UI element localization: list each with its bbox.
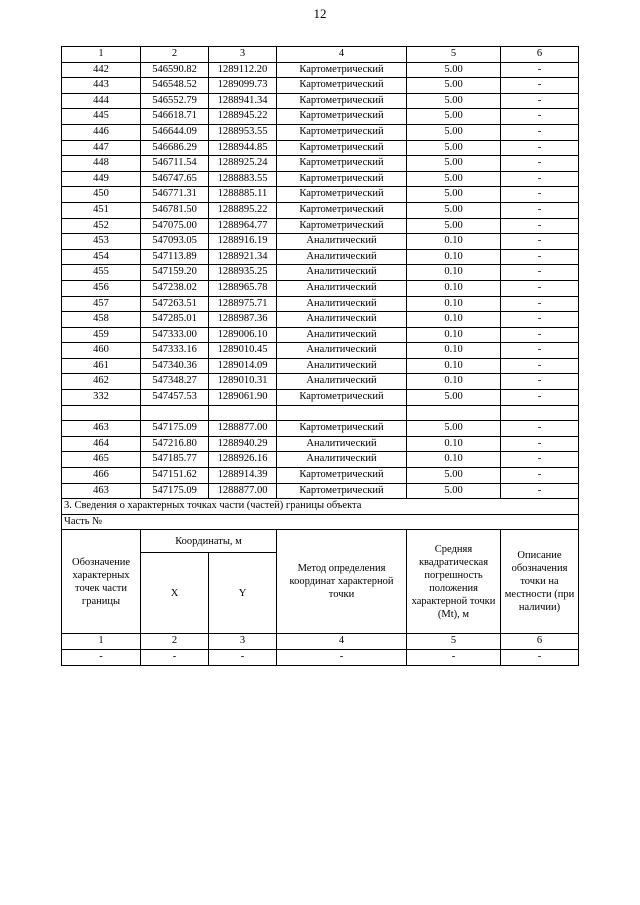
x-coordinate-cell: 547093.05 — [141, 234, 209, 250]
column-number: 4 — [277, 47, 407, 63]
description-cell: - — [501, 187, 579, 203]
table-row — [62, 312, 579, 328]
y-coordinate-cell: 1288987.36 — [209, 312, 277, 328]
error-cell: 0.10 — [407, 343, 501, 359]
x-coordinate-cell: 546686.29 — [141, 140, 209, 156]
column-number: 1 — [62, 47, 141, 63]
point-number-cell: 444 — [62, 93, 141, 109]
description-cell: - — [501, 109, 579, 125]
method-cell: Аналитический — [277, 436, 407, 452]
column-number-row — [62, 634, 579, 650]
section-title-row — [62, 499, 579, 515]
error-cell: 5.00 — [407, 93, 501, 109]
table-row — [62, 93, 579, 109]
x-coordinate-cell: 546747.65 — [141, 171, 209, 187]
column-number: 2 — [141, 634, 209, 650]
description-cell: - — [501, 390, 579, 406]
x-coordinate-cell: 546618.71 — [141, 109, 209, 125]
column-number: 4 — [277, 634, 407, 650]
error-cell: 0.10 — [407, 249, 501, 265]
table-row — [62, 156, 579, 172]
table-row — [62, 140, 579, 156]
error-cell: 0.10 — [407, 436, 501, 452]
description-cell: - — [501, 265, 579, 281]
empty-cell — [501, 405, 579, 421]
x-coordinate-cell: 546552.79 — [141, 93, 209, 109]
y-coordinate-cell: 1288953.55 — [209, 124, 277, 140]
method-cell: Аналитический — [277, 312, 407, 328]
description-cell: - — [501, 650, 579, 666]
table-row — [62, 187, 579, 203]
empty-cell — [141, 405, 209, 421]
description-cell: - — [501, 343, 579, 359]
y-coordinate-cell: 1289010.45 — [209, 343, 277, 359]
column-number-row — [62, 47, 579, 63]
header-row — [62, 530, 579, 553]
empty-cell — [277, 405, 407, 421]
table-row — [62, 280, 579, 296]
column-number: 3 — [209, 47, 277, 63]
x-coordinate-cell: 547238.02 — [141, 280, 209, 296]
y-coordinate-cell: 1289014.09 — [209, 358, 277, 374]
error-cell: 5.00 — [407, 78, 501, 94]
description-cell: - — [501, 62, 579, 78]
y-coordinate-cell: 1289099.73 — [209, 78, 277, 94]
x-coordinate-cell: 547075.00 — [141, 218, 209, 234]
error-cell: 5.00 — [407, 62, 501, 78]
x-coordinate-cell: 547216.80 — [141, 436, 209, 452]
y-coordinate-cell: 1288883.55 — [209, 171, 277, 187]
description-cell: - — [501, 249, 579, 265]
description-cell: - — [501, 358, 579, 374]
point-number-cell: 453 — [62, 234, 141, 250]
y-header: Y — [209, 553, 277, 634]
empty-cell — [209, 405, 277, 421]
method-cell: Картометрический — [277, 218, 407, 234]
method-cell: Картометрический — [277, 78, 407, 94]
column-number: 6 — [501, 47, 579, 63]
x-coordinate-cell: 547333.00 — [141, 327, 209, 343]
method-cell: Картометрический — [277, 187, 407, 203]
table-row — [62, 483, 579, 499]
part-label-row — [62, 514, 579, 530]
point-number-cell: 448 — [62, 156, 141, 172]
description-cell: - — [501, 374, 579, 390]
point-number-cell: 455 — [62, 265, 141, 281]
method-cell: Аналитический — [277, 343, 407, 359]
method-cell: Аналитический — [277, 280, 407, 296]
section-title: 3. Сведения о характерных точках части (частей) границы объекта — [62, 499, 579, 515]
table-row — [62, 327, 579, 343]
x-coordinate-cell: 547285.01 — [141, 312, 209, 328]
error-cell: 5.00 — [407, 156, 501, 172]
description-cell: - — [501, 483, 579, 499]
method-cell: Аналитический — [277, 296, 407, 312]
error-cell: 5.00 — [407, 140, 501, 156]
point-number-cell: 462 — [62, 374, 141, 390]
y-coordinate-cell: 1289006.10 — [209, 327, 277, 343]
table-row — [62, 374, 579, 390]
point-number-cell: 463 — [62, 483, 141, 499]
x-coordinate-cell: 546590.82 — [141, 62, 209, 78]
error-cell: 0.10 — [407, 312, 501, 328]
table-row — [62, 343, 579, 359]
y-coordinate-cell: 1288935.25 — [209, 265, 277, 281]
point-number-cell: 461 — [62, 358, 141, 374]
part-label: Часть № — [62, 514, 579, 530]
method-cell: Картометрический — [277, 483, 407, 499]
y-coordinate-cell: 1288925.24 — [209, 156, 277, 172]
y-coordinate-cell: 1288877.00 — [209, 421, 277, 437]
x-coordinate-cell: 547333.16 — [141, 343, 209, 359]
x-coordinate-cell: - — [141, 650, 209, 666]
error-cell: - — [407, 650, 501, 666]
x-coordinate-cell: 546781.50 — [141, 202, 209, 218]
x-coordinate-cell: 547175.09 — [141, 483, 209, 499]
x-coordinate-cell: 546771.31 — [141, 187, 209, 203]
description-cell: - — [501, 436, 579, 452]
error-cell: 5.00 — [407, 171, 501, 187]
designation-header: Обозначение характерных точек части границы — [62, 530, 141, 634]
point-number-cell: 446 — [62, 124, 141, 140]
error-cell: 5.00 — [407, 483, 501, 499]
method-cell: Картометрический — [277, 62, 407, 78]
point-number-cell: 457 — [62, 296, 141, 312]
description-cell: - — [501, 280, 579, 296]
column-number: 6 — [501, 634, 579, 650]
error-cell: 0.10 — [407, 358, 501, 374]
y-coordinate-cell: 1289010.31 — [209, 374, 277, 390]
description-cell: - — [501, 312, 579, 328]
error-cell: 0.10 — [407, 265, 501, 281]
table-row — [62, 249, 579, 265]
column-number: 1 — [62, 634, 141, 650]
column-number: 5 — [407, 47, 501, 63]
method-cell: Картометрический — [277, 156, 407, 172]
method-cell: Аналитический — [277, 374, 407, 390]
y-coordinate-cell: 1289061.90 — [209, 390, 277, 406]
y-coordinate-cell: 1288941.34 — [209, 93, 277, 109]
table-row — [62, 124, 579, 140]
y-coordinate-cell: 1289112.20 — [209, 62, 277, 78]
empty-cell — [62, 405, 141, 421]
x-coordinate-cell: 547159.20 — [141, 265, 209, 281]
x-coordinate-cell: 547151.62 — [141, 468, 209, 484]
method-cell: Картометрический — [277, 171, 407, 187]
method-cell: Аналитический — [277, 234, 407, 250]
y-coordinate-cell: 1288885.11 — [209, 187, 277, 203]
error-cell: 5.00 — [407, 421, 501, 437]
error-cell: 5.00 — [407, 124, 501, 140]
error-cell: 5.00 — [407, 202, 501, 218]
table-row — [62, 421, 579, 437]
error-cell: 5.00 — [407, 109, 501, 125]
point-number-cell: 447 — [62, 140, 141, 156]
y-coordinate-cell: 1288964.77 — [209, 218, 277, 234]
table-row — [62, 436, 579, 452]
table-row — [62, 218, 579, 234]
error-cell: 5.00 — [407, 187, 501, 203]
y-coordinate-cell: 1288921.34 — [209, 249, 277, 265]
y-coordinate-cell: 1288926.16 — [209, 452, 277, 468]
description-cell: - — [501, 140, 579, 156]
point-number-cell: 454 — [62, 249, 141, 265]
table-row — [62, 62, 579, 78]
column-number: 5 — [407, 634, 501, 650]
y-coordinate-cell: 1288975.71 — [209, 296, 277, 312]
x-coordinate-cell: 547263.51 — [141, 296, 209, 312]
error-cell: 0.10 — [407, 296, 501, 312]
x-coordinate-cell: 547185.77 — [141, 452, 209, 468]
method-cell: Картометрический — [277, 124, 407, 140]
method-header: Метод определения координат характерной точки — [277, 530, 407, 634]
description-cell: - — [501, 327, 579, 343]
x-coordinate-cell: 547113.89 — [141, 249, 209, 265]
method-cell: Картометрический — [277, 93, 407, 109]
x-coordinate-cell: 547175.09 — [141, 421, 209, 437]
description-cell: - — [501, 171, 579, 187]
description-cell: - — [501, 93, 579, 109]
point-number-cell: 459 — [62, 327, 141, 343]
error-cell: 0.10 — [407, 234, 501, 250]
point-number-cell: 450 — [62, 187, 141, 203]
point-number-cell: 458 — [62, 312, 141, 328]
empty-data-row — [62, 650, 579, 666]
description-cell: - — [501, 78, 579, 94]
method-cell: Картометрический — [277, 109, 407, 125]
y-coordinate-cell: 1288965.78 — [209, 280, 277, 296]
point-number-cell: 463 — [62, 421, 141, 437]
error-header: Средняя квадратическая погрешность положения характерной точки (Mt), м — [407, 530, 501, 634]
error-cell: 5.00 — [407, 218, 501, 234]
table-row — [62, 78, 579, 94]
point-number-cell: 460 — [62, 343, 141, 359]
point-number-cell: 443 — [62, 78, 141, 94]
method-cell: Аналитический — [277, 265, 407, 281]
blank-row — [62, 405, 579, 421]
description-cell: - — [501, 296, 579, 312]
table-row — [62, 265, 579, 281]
x-coordinate-cell: 547457.53 — [141, 390, 209, 406]
method-cell: Картометрический — [277, 390, 407, 406]
method-cell: Аналитический — [277, 327, 407, 343]
page-number: 12 — [313, 6, 327, 21]
coordinates-header: Координаты, м — [141, 530, 277, 553]
table-row — [62, 202, 579, 218]
point-number-cell: 332 — [62, 390, 141, 406]
x-coordinate-cell: 547340.36 — [141, 358, 209, 374]
description-cell: - — [501, 202, 579, 218]
method-cell: Картометрический — [277, 140, 407, 156]
y-coordinate-cell: 1288895.22 — [209, 202, 277, 218]
y-coordinate-cell: 1288945.22 — [209, 109, 277, 125]
point-number-cell: 456 — [62, 280, 141, 296]
table-row — [62, 109, 579, 125]
error-cell: 0.10 — [407, 374, 501, 390]
table-row — [62, 171, 579, 187]
description-header: Описание обозначения точки на местности (при наличии) — [501, 530, 579, 634]
column-number: 2 — [141, 47, 209, 63]
y-coordinate-cell: 1288877.00 — [209, 483, 277, 499]
y-coordinate-cell: 1288940.29 — [209, 436, 277, 452]
description-cell: - — [501, 156, 579, 172]
description-cell: - — [501, 421, 579, 437]
description-cell: - — [501, 124, 579, 140]
point-number-cell: 451 — [62, 202, 141, 218]
method-cell: - — [277, 650, 407, 666]
method-cell: Аналитический — [277, 358, 407, 374]
table-row — [62, 358, 579, 374]
x-coordinate-cell: 546548.52 — [141, 78, 209, 94]
empty-cell — [407, 405, 501, 421]
description-cell: - — [501, 452, 579, 468]
x-coordinate-cell: 546711.54 — [141, 156, 209, 172]
y-coordinate-cell: 1288914.39 — [209, 468, 277, 484]
x-coordinate-cell: 547348.27 — [141, 374, 209, 390]
method-cell: Аналитический — [277, 452, 407, 468]
point-number-cell: 449 — [62, 171, 141, 187]
y-coordinate-cell: 1288944.85 — [209, 140, 277, 156]
column-number: 3 — [209, 634, 277, 650]
error-cell: 5.00 — [407, 390, 501, 406]
description-cell: - — [501, 468, 579, 484]
error-cell: 5.00 — [407, 468, 501, 484]
table-row — [62, 452, 579, 468]
coordinates-table — [61, 46, 579, 666]
x-header: X — [141, 553, 209, 634]
method-cell: Картометрический — [277, 202, 407, 218]
x-coordinate-cell: 546644.09 — [141, 124, 209, 140]
point-number-cell: 465 — [62, 452, 141, 468]
method-cell: Картометрический — [277, 421, 407, 437]
error-cell: 0.10 — [407, 327, 501, 343]
point-number-cell: 445 — [62, 109, 141, 125]
point-number-cell: 464 — [62, 436, 141, 452]
point-number-cell: 442 — [62, 62, 141, 78]
point-number-cell: 452 — [62, 218, 141, 234]
table-row — [62, 468, 579, 484]
table-row — [62, 390, 579, 406]
description-cell: - — [501, 234, 579, 250]
description-cell: - — [501, 218, 579, 234]
error-cell: 0.10 — [407, 452, 501, 468]
table-row — [62, 234, 579, 250]
table-row — [62, 296, 579, 312]
y-coordinate-cell: 1288916.19 — [209, 234, 277, 250]
point-number-cell: - — [62, 650, 141, 666]
y-coordinate-cell: - — [209, 650, 277, 666]
method-cell: Аналитический — [277, 249, 407, 265]
point-number-cell: 466 — [62, 468, 141, 484]
method-cell: Картометрический — [277, 468, 407, 484]
error-cell: 0.10 — [407, 280, 501, 296]
